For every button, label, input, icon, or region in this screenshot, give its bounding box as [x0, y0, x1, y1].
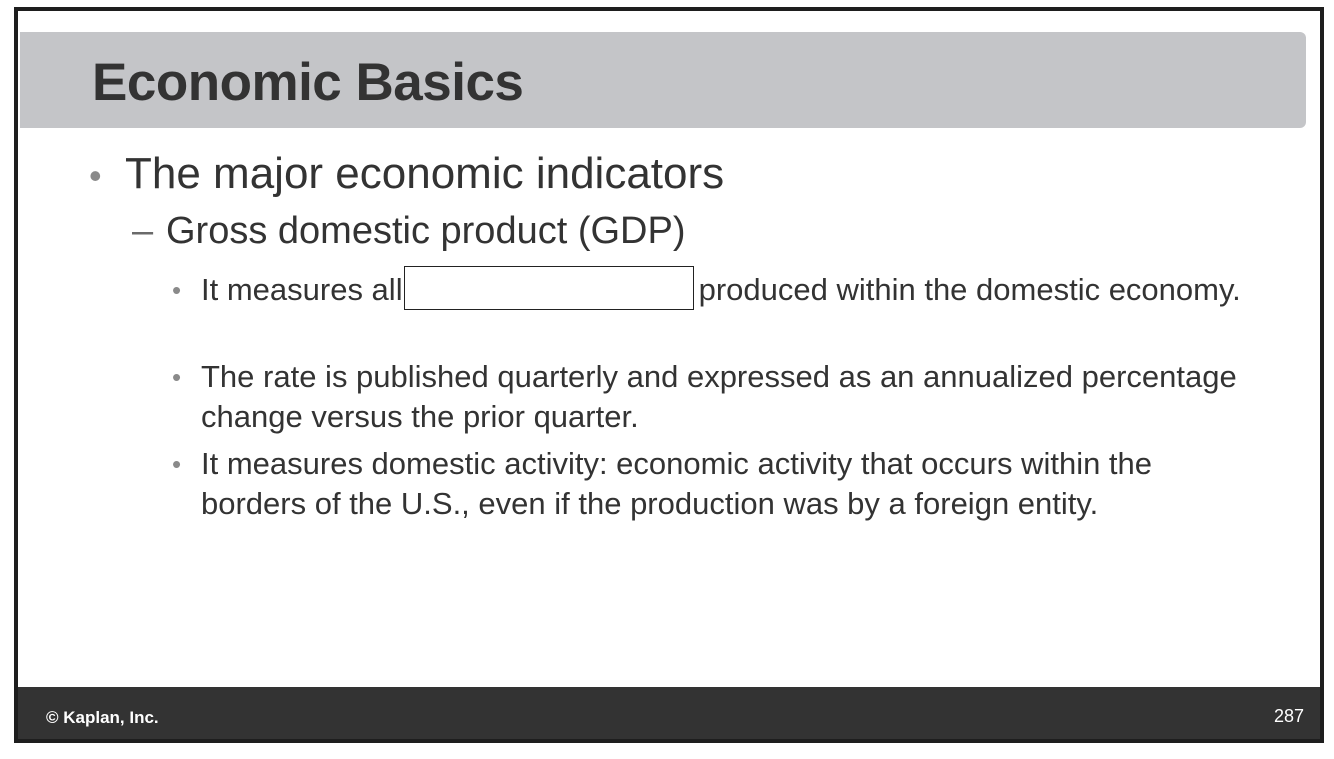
bullet-dot-icon: •: [172, 449, 182, 479]
fill-in-before-text: It measures all: [201, 272, 403, 307]
copyright-text: © Kaplan, Inc.: [46, 708, 159, 727]
bullet-level2: [132, 209, 685, 253]
bullet-level2-text: Gross domestic product (GDP): [166, 210, 686, 252]
title-band: [20, 32, 1306, 128]
bullet-dot-icon: •: [172, 275, 182, 305]
bullet-level3-item: [172, 444, 1262, 524]
bullet-level1: [89, 148, 724, 202]
page-number: 287: [1273, 706, 1304, 726]
bullet-level3-item: [172, 357, 1262, 437]
bullet-level1-text: The major economic indicators: [125, 149, 725, 198]
slide-title: Economic Basics: [92, 53, 524, 112]
footer-bar: [18, 687, 1320, 739]
fill-in-after-text: produced within the domestic economy.: [698, 272, 1241, 307]
fill-in-blank-box[interactable]: [404, 266, 694, 310]
bullet-level3-text: [201, 270, 1262, 310]
bullet-level3-text: It measures domestic activity: economic activity that occurs within the borders of the U.S., even if the production was by a foreign entity.: [201, 446, 1153, 521]
slide: [14, 7, 1324, 743]
bullet-dot-icon: •: [172, 362, 182, 392]
bullet-dot-icon: •: [89, 155, 102, 196]
dash-icon: –: [132, 210, 154, 252]
bullet-level3-item: [172, 270, 1262, 310]
bullet-level3-text: The rate is published quarterly and expressed as an annualized percentage change versus the prior quarter.: [201, 359, 1237, 434]
